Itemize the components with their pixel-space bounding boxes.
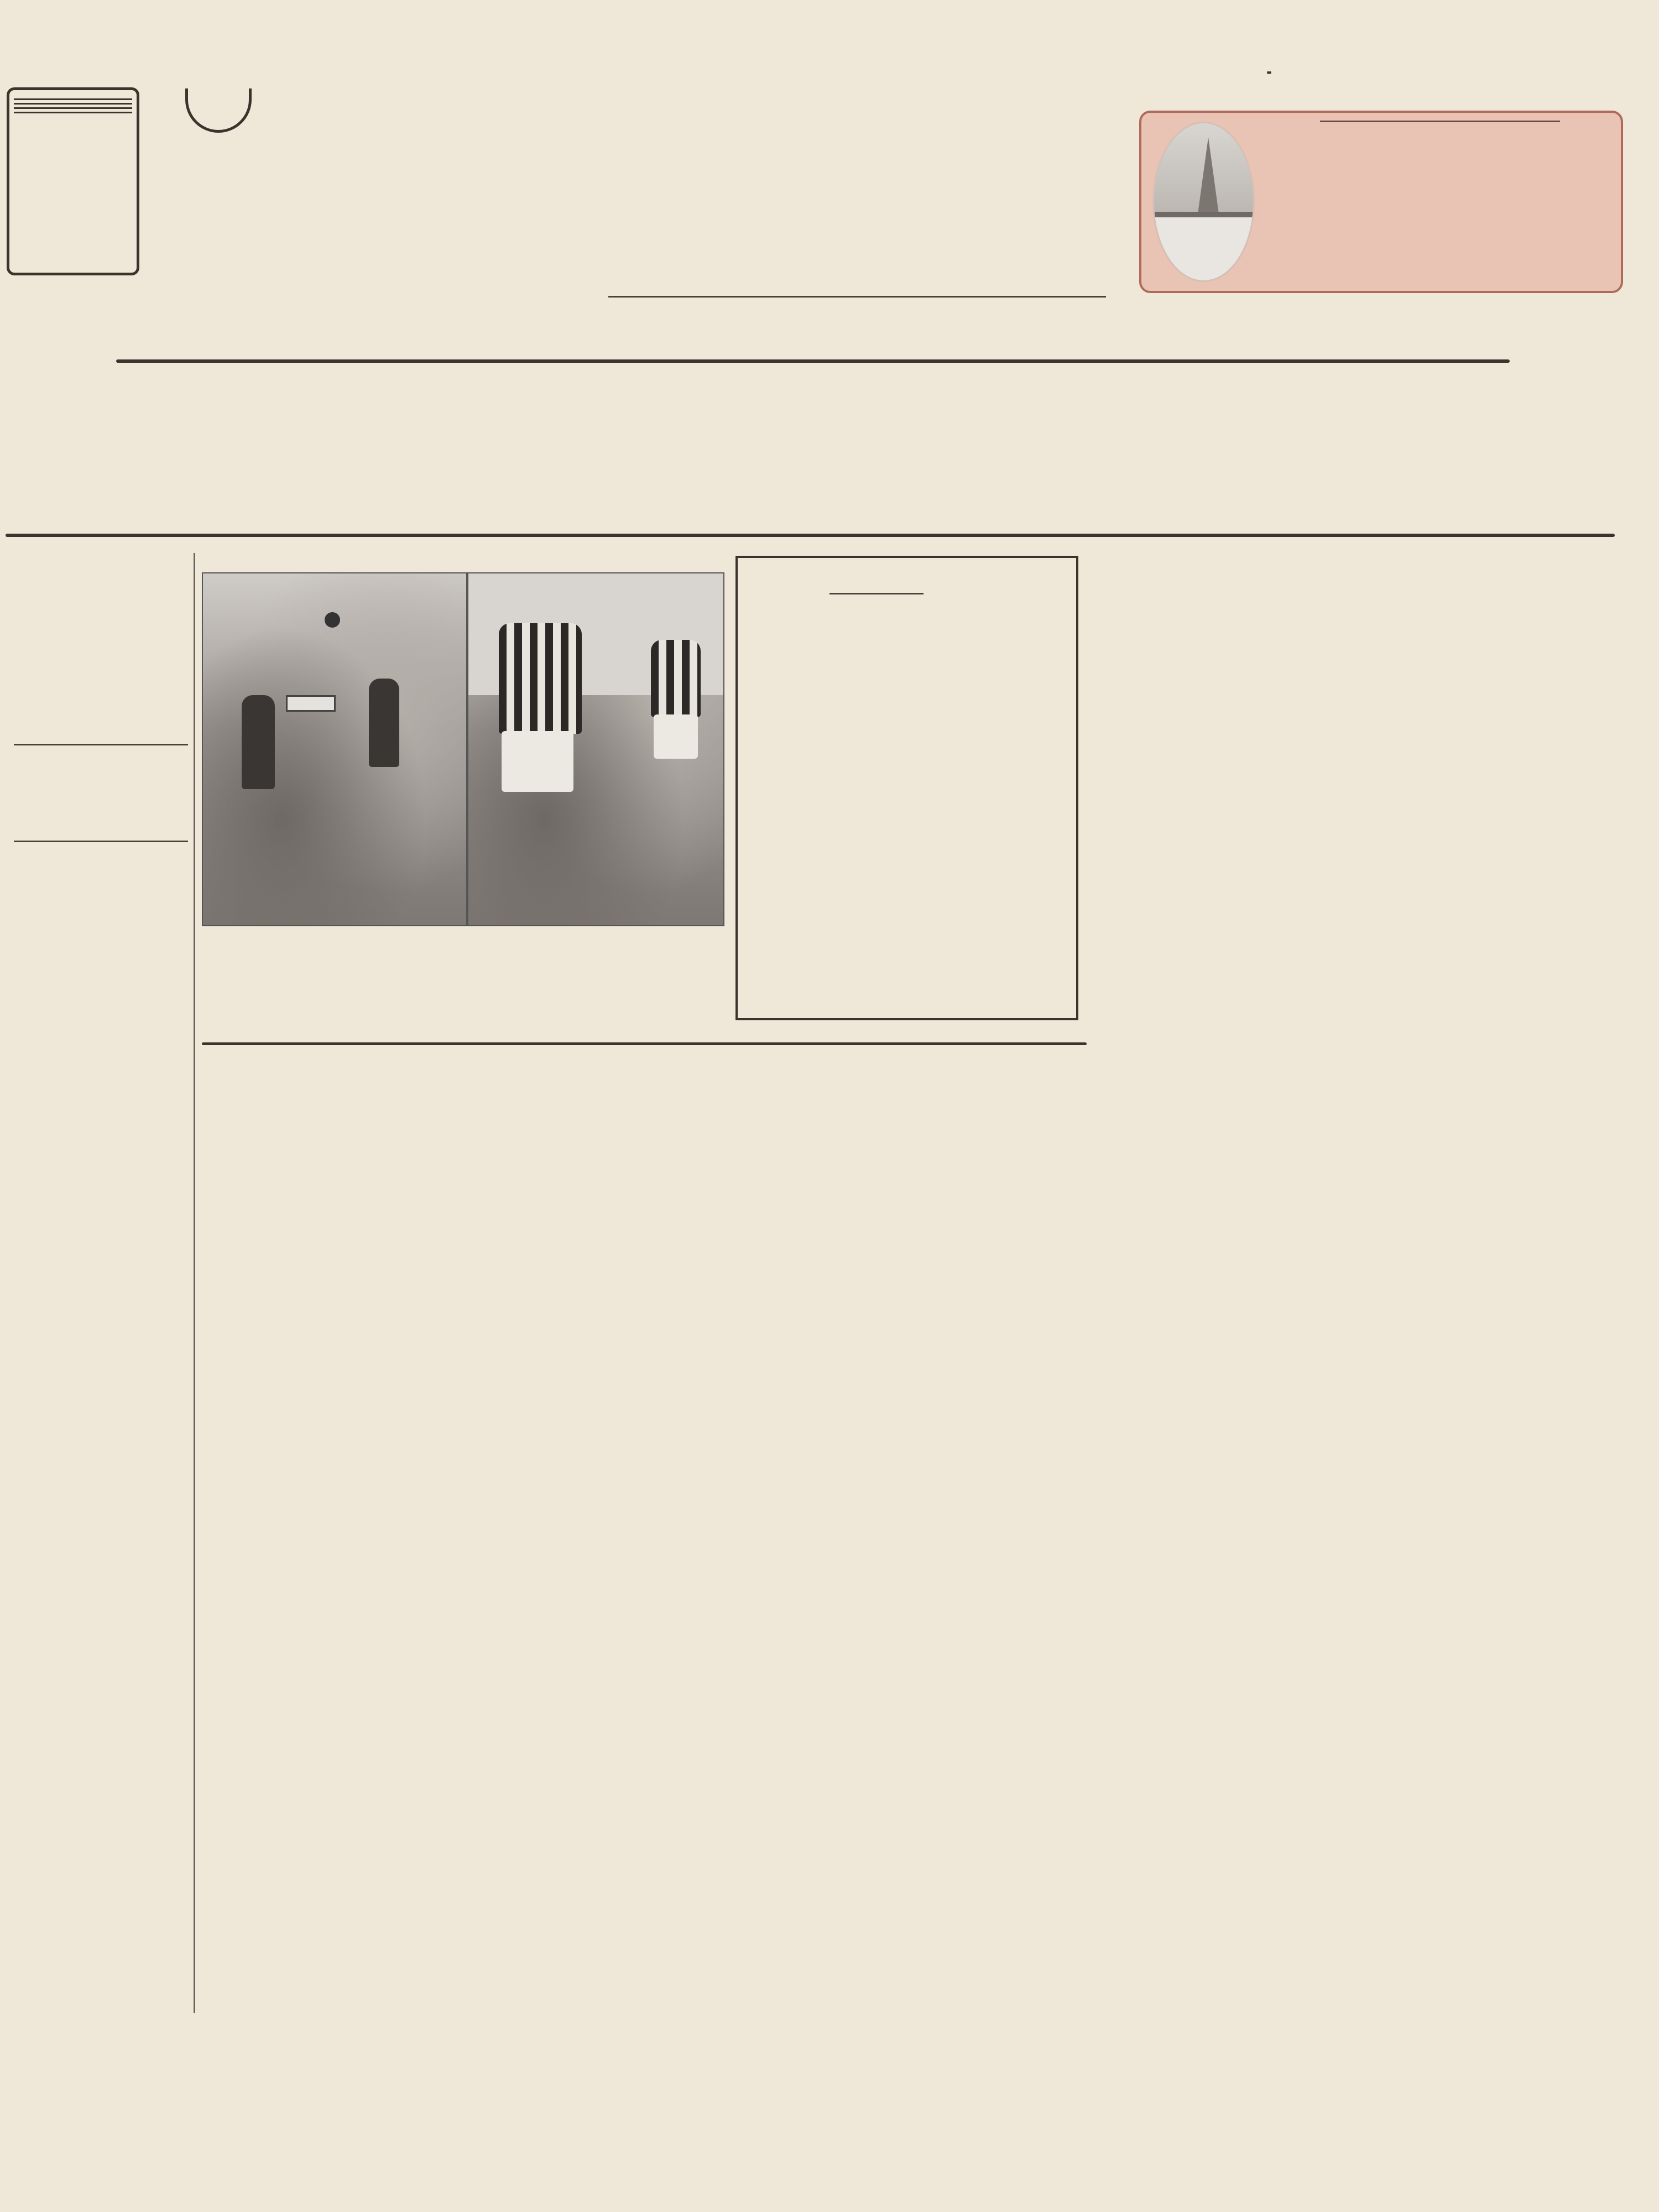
player-shorts	[654, 714, 698, 759]
divider	[14, 103, 132, 105]
divider	[14, 107, 132, 109]
divider	[14, 841, 188, 842]
ad-offidani-text	[1269, 118, 1611, 126]
moltrasio-body	[14, 852, 191, 1991]
player-striped-shirt	[651, 640, 701, 717]
player-striped-shirt	[499, 623, 582, 734]
building-shape	[1154, 212, 1253, 282]
lead-kicker-rule	[116, 359, 1510, 363]
ball-shape	[325, 612, 340, 628]
photo-match-left	[202, 572, 467, 926]
billboard-shape	[286, 695, 336, 712]
masthead-underline	[608, 296, 1106, 298]
column-divider	[194, 553, 195, 2013]
ad-address	[1320, 118, 1560, 122]
ad-photo-mole-antonelliana	[1152, 122, 1255, 282]
ad-offidani	[1139, 111, 1623, 293]
divider	[14, 744, 188, 745]
bull-horns-icon	[185, 88, 252, 133]
divider	[830, 593, 924, 594]
player-shape	[369, 679, 399, 767]
player-shape	[242, 695, 275, 789]
divider	[14, 112, 132, 113]
cambi-box	[735, 556, 1078, 1020]
photo-match-right	[467, 572, 724, 926]
masthead-info-box	[7, 87, 139, 275]
player-shorts	[502, 731, 573, 792]
lead-headline-rule	[6, 534, 1615, 537]
divider	[14, 98, 132, 100]
dateline: -	[1266, 62, 1272, 82]
section-rule	[202, 1042, 1087, 1045]
